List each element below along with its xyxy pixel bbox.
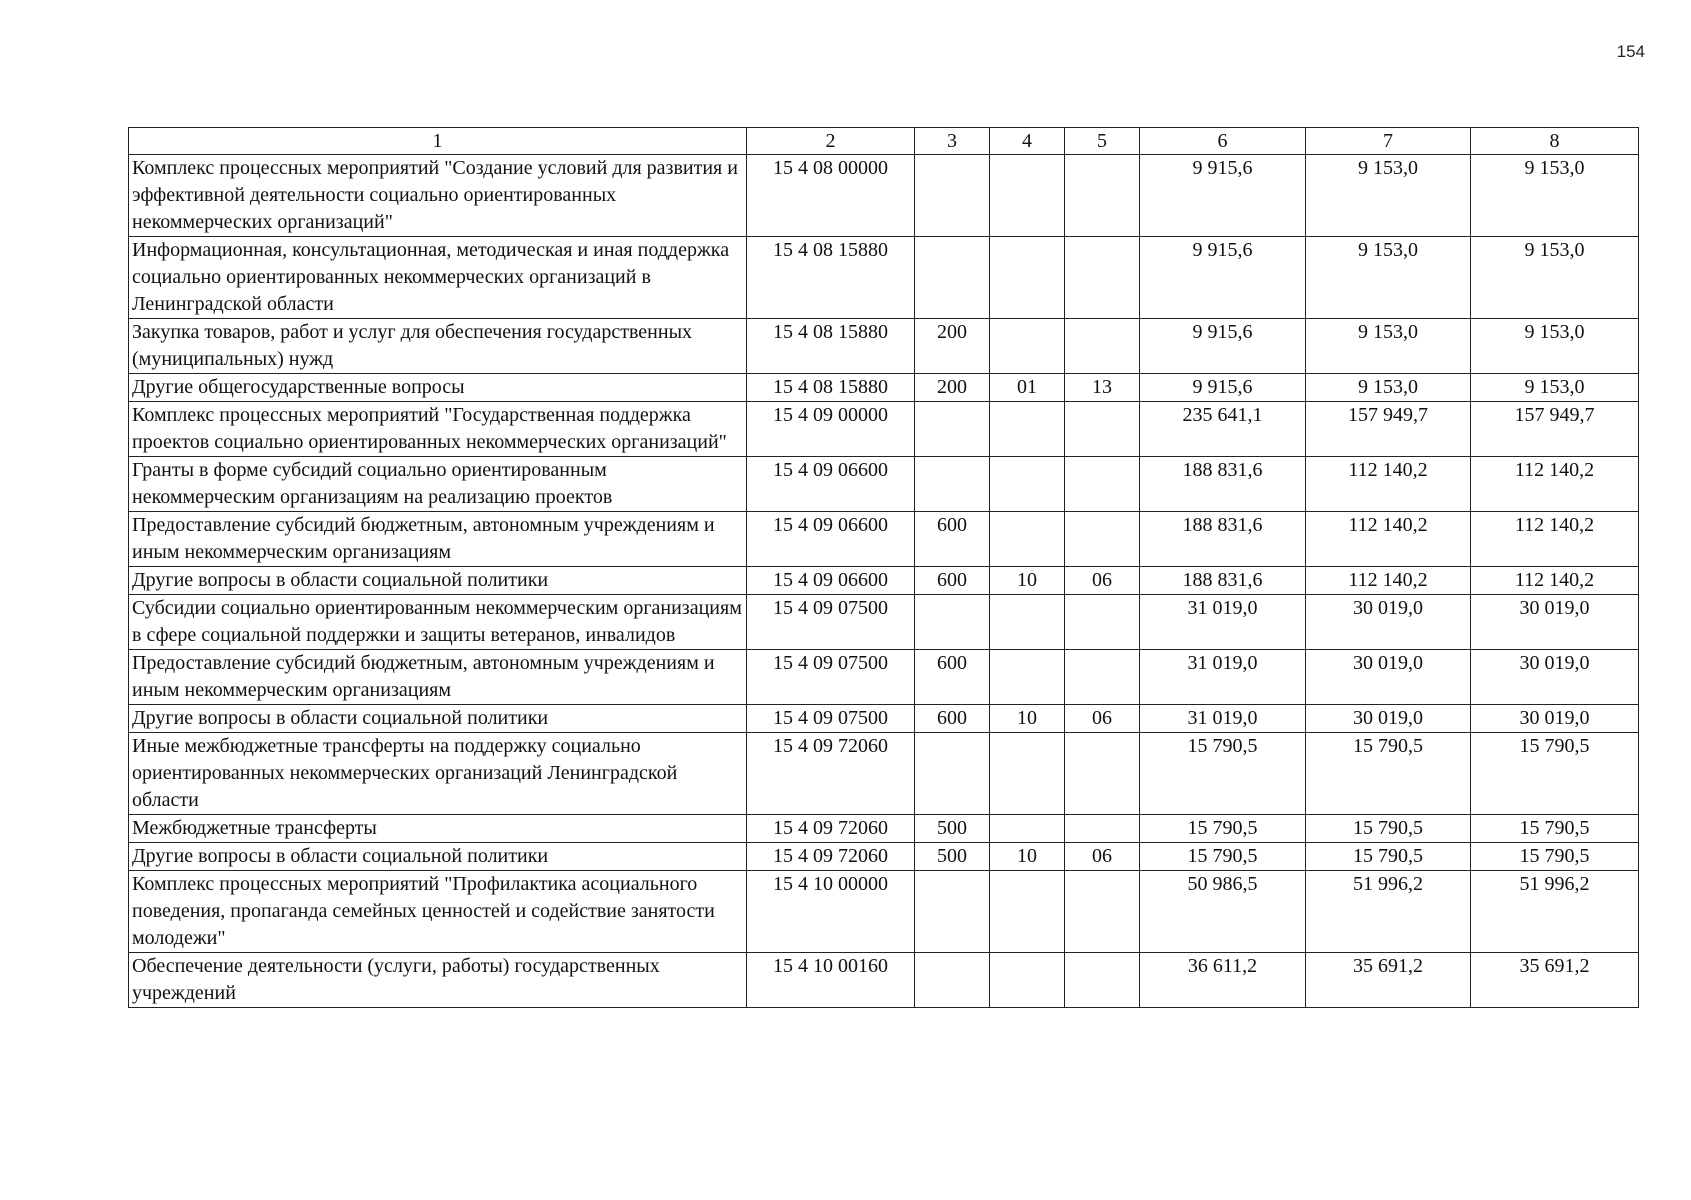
row-col4-cell: 01 — [990, 374, 1065, 402]
row-value6-cell: 50 986,5 — [1140, 871, 1306, 953]
row-value7-cell: 15 790,5 — [1306, 815, 1471, 843]
row-col4-cell — [990, 457, 1065, 512]
row-name-cell: Другие вопросы в области социальной политики — [129, 567, 747, 595]
table-header-row — [129, 128, 1639, 155]
row-col3-cell — [915, 733, 990, 815]
column-header: 7 — [1306, 128, 1471, 155]
column-header: 5 — [1065, 128, 1140, 155]
row-name-cell: Закупка товаров, работ и услуг для обеспечения государственных (муниципальных) нужд — [129, 319, 747, 374]
row-col3-cell: 200 — [915, 374, 990, 402]
row-value8-cell: 157 949,7 — [1471, 402, 1639, 457]
row-code-cell: 15 4 08 15880 — [747, 237, 915, 319]
row-value6-cell: 15 790,5 — [1140, 843, 1306, 871]
table-row — [129, 374, 1639, 402]
row-col3-cell: 600 — [915, 567, 990, 595]
table-row — [129, 595, 1639, 650]
row-col4-cell — [990, 815, 1065, 843]
row-value6-cell: 31 019,0 — [1140, 650, 1306, 705]
row-code-cell: 15 4 09 72060 — [747, 815, 915, 843]
column-header: 4 — [990, 128, 1065, 155]
row-value8-cell: 15 790,5 — [1471, 733, 1639, 815]
row-col3-cell — [915, 871, 990, 953]
row-value7-cell: 112 140,2 — [1306, 512, 1471, 567]
row-value7-cell: 9 153,0 — [1306, 237, 1471, 319]
row-col3-cell — [915, 237, 990, 319]
row-name-cell: Иные межбюджетные трансферты на поддержку социально ориентированных некоммерческих организаций Ленинградской области — [129, 733, 747, 815]
row-code-cell: 15 4 09 07500 — [747, 595, 915, 650]
row-value6-cell: 36 611,2 — [1140, 953, 1306, 1008]
row-value6-cell: 9 915,6 — [1140, 155, 1306, 237]
row-col5-cell: 06 — [1065, 567, 1140, 595]
row-name-cell: Комплекс процессных мероприятий "Государственная поддержка проектов социально ориентированных некоммерческих организаций" — [129, 402, 747, 457]
row-name-cell: Межбюджетные трансферты — [129, 815, 747, 843]
row-col5-cell — [1065, 155, 1140, 237]
row-value8-cell: 112 140,2 — [1471, 512, 1639, 567]
row-value8-cell: 35 691,2 — [1471, 953, 1639, 1008]
row-code-cell: 15 4 09 07500 — [747, 705, 915, 733]
row-col3-cell — [915, 953, 990, 1008]
row-col5-cell — [1065, 319, 1140, 374]
row-col5-cell — [1065, 733, 1140, 815]
row-code-cell: 15 4 09 72060 — [747, 733, 915, 815]
row-col5-cell — [1065, 953, 1140, 1008]
row-col5-cell: 06 — [1065, 705, 1140, 733]
row-col3-cell — [915, 595, 990, 650]
row-col4-cell — [990, 650, 1065, 705]
row-col4-cell — [990, 733, 1065, 815]
row-value8-cell: 112 140,2 — [1471, 457, 1639, 512]
row-name-cell: Комплекс процессных мероприятий "Создание условий для развития и эффективной деятельности социально ориентированных некоммерческих организаций" — [129, 155, 747, 237]
row-value8-cell: 30 019,0 — [1471, 705, 1639, 733]
row-col4-cell — [990, 155, 1065, 237]
row-col5-cell — [1065, 871, 1140, 953]
row-name-cell: Другие вопросы в области социальной политики — [129, 843, 747, 871]
row-name-cell: Другие вопросы в области социальной политики — [129, 705, 747, 733]
row-value7-cell: 35 691,2 — [1306, 953, 1471, 1008]
row-value7-cell: 51 996,2 — [1306, 871, 1471, 953]
table-row — [129, 843, 1639, 871]
row-value8-cell: 9 153,0 — [1471, 155, 1639, 237]
table-row — [129, 512, 1639, 567]
row-value7-cell: 112 140,2 — [1306, 567, 1471, 595]
table-row — [129, 155, 1639, 237]
row-code-cell: 15 4 09 06600 — [747, 512, 915, 567]
table-row — [129, 733, 1639, 815]
table-row — [129, 457, 1639, 512]
row-value8-cell: 9 153,0 — [1471, 237, 1639, 319]
row-col4-cell — [990, 595, 1065, 650]
column-header: 2 — [747, 128, 915, 155]
row-code-cell: 15 4 10 00000 — [747, 871, 915, 953]
row-value7-cell: 30 019,0 — [1306, 650, 1471, 705]
row-name-cell: Комплекс процессных мероприятий "Профилактика асоциального поведения, пропаганда семейных ценностей и содействие занятости молодежи" — [129, 871, 747, 953]
row-value6-cell: 31 019,0 — [1140, 595, 1306, 650]
row-name-cell: Информационная, консультационная, методическая и иная поддержка социально ориентированных некоммерческих организаций в Ленинградской области — [129, 237, 747, 319]
row-col5-cell — [1065, 237, 1140, 319]
row-value8-cell: 30 019,0 — [1471, 595, 1639, 650]
row-value7-cell: 112 140,2 — [1306, 457, 1471, 512]
table-row — [129, 705, 1639, 733]
row-value6-cell: 9 915,6 — [1140, 374, 1306, 402]
row-code-cell: 15 4 08 15880 — [747, 374, 915, 402]
row-value8-cell: 112 140,2 — [1471, 567, 1639, 595]
row-value6-cell: 188 831,6 — [1140, 512, 1306, 567]
row-value6-cell: 188 831,6 — [1140, 567, 1306, 595]
row-col4-cell — [990, 319, 1065, 374]
column-header: 3 — [915, 128, 990, 155]
row-col5-cell: 06 — [1065, 843, 1140, 871]
row-name-cell: Обеспечение деятельности (услуги, работы) государственных учреждений — [129, 953, 747, 1008]
row-value8-cell: 9 153,0 — [1471, 319, 1639, 374]
row-col3-cell: 600 — [915, 705, 990, 733]
row-code-cell: 15 4 09 06600 — [747, 567, 915, 595]
row-value7-cell: 30 019,0 — [1306, 705, 1471, 733]
row-col5-cell — [1065, 512, 1140, 567]
row-value8-cell: 15 790,5 — [1471, 843, 1639, 871]
row-value7-cell: 9 153,0 — [1306, 374, 1471, 402]
row-col4-cell — [990, 512, 1065, 567]
row-code-cell: 15 4 10 00160 — [747, 953, 915, 1008]
row-value7-cell: 15 790,5 — [1306, 843, 1471, 871]
row-col5-cell — [1065, 815, 1140, 843]
row-col3-cell — [915, 402, 990, 457]
row-value7-cell: 157 949,7 — [1306, 402, 1471, 457]
row-col3-cell: 600 — [915, 650, 990, 705]
table-row — [129, 650, 1639, 705]
table-row — [129, 567, 1639, 595]
row-col5-cell — [1065, 650, 1140, 705]
row-value6-cell: 235 641,1 — [1140, 402, 1306, 457]
table-row — [129, 402, 1639, 457]
row-value8-cell: 15 790,5 — [1471, 815, 1639, 843]
table-row — [129, 815, 1639, 843]
row-name-cell: Субсидии социально ориентированным некоммерческим организациям в сфере социальной поддержки и защиты ветеранов, инвалидов — [129, 595, 747, 650]
row-col3-cell: 600 — [915, 512, 990, 567]
row-code-cell: 15 4 09 00000 — [747, 402, 915, 457]
column-header: 8 — [1471, 128, 1639, 155]
row-col4-cell: 10 — [990, 567, 1065, 595]
row-value7-cell: 15 790,5 — [1306, 733, 1471, 815]
row-code-cell: 15 4 09 07500 — [747, 650, 915, 705]
table-row — [129, 871, 1639, 953]
row-code-cell: 15 4 08 00000 — [747, 155, 915, 237]
row-col4-cell: 10 — [990, 843, 1065, 871]
row-col3-cell — [915, 457, 990, 512]
table-row — [129, 237, 1639, 319]
row-value7-cell: 9 153,0 — [1306, 155, 1471, 237]
row-col3-cell — [915, 155, 990, 237]
row-name-cell: Другие общегосударственные вопросы — [129, 374, 747, 402]
row-code-cell: 15 4 09 06600 — [747, 457, 915, 512]
row-col4-cell — [990, 953, 1065, 1008]
row-value6-cell: 31 019,0 — [1140, 705, 1306, 733]
row-col3-cell: 500 — [915, 815, 990, 843]
table-row — [129, 953, 1639, 1008]
row-value6-cell: 9 915,6 — [1140, 319, 1306, 374]
column-header: 6 — [1140, 128, 1306, 155]
table-row — [129, 319, 1639, 374]
row-col3-cell: 200 — [915, 319, 990, 374]
budget-table — [128, 127, 1639, 1008]
row-name-cell: Предоставление субсидий бюджетным, автономным учреждениям и иным некоммерческим организациям — [129, 512, 747, 567]
row-col5-cell — [1065, 457, 1140, 512]
row-value7-cell: 30 019,0 — [1306, 595, 1471, 650]
row-value6-cell: 15 790,5 — [1140, 815, 1306, 843]
row-value6-cell: 9 915,6 — [1140, 237, 1306, 319]
row-code-cell: 15 4 08 15880 — [747, 319, 915, 374]
row-value6-cell: 188 831,6 — [1140, 457, 1306, 512]
row-col4-cell — [990, 402, 1065, 457]
row-col5-cell — [1065, 595, 1140, 650]
row-value8-cell: 9 153,0 — [1471, 374, 1639, 402]
page-number: 154 — [1616, 42, 1645, 61]
column-header: 1 — [129, 128, 747, 155]
row-col4-cell — [990, 237, 1065, 319]
row-value8-cell: 30 019,0 — [1471, 650, 1639, 705]
row-value8-cell: 51 996,2 — [1471, 871, 1639, 953]
row-col5-cell — [1065, 402, 1140, 457]
row-value7-cell: 9 153,0 — [1306, 319, 1471, 374]
row-col3-cell: 500 — [915, 843, 990, 871]
row-col5-cell: 13 — [1065, 374, 1140, 402]
row-col4-cell — [990, 871, 1065, 953]
row-value6-cell: 15 790,5 — [1140, 733, 1306, 815]
row-code-cell: 15 4 09 72060 — [747, 843, 915, 871]
row-name-cell: Предоставление субсидий бюджетным, автономным учреждениям и иным некоммерческим организациям — [129, 650, 747, 705]
row-col4-cell: 10 — [990, 705, 1065, 733]
row-name-cell: Гранты в форме субсидий социально ориентированным некоммерческим организациям на реализацию проектов — [129, 457, 747, 512]
